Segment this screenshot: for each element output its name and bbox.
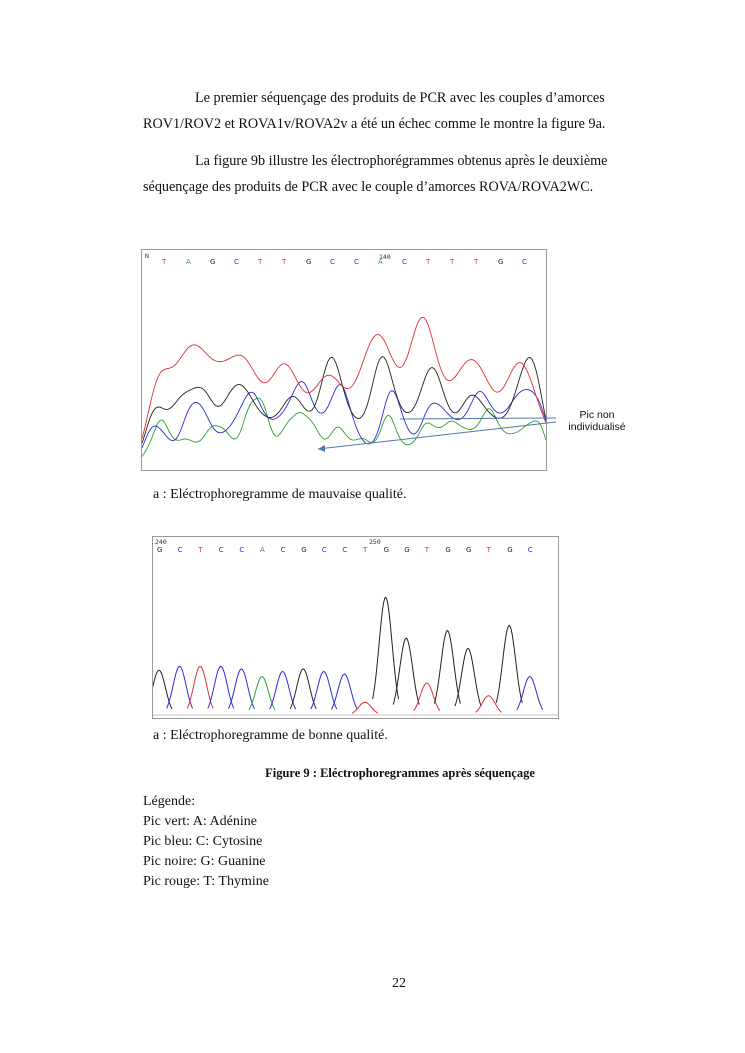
chart-b-peak [352, 702, 378, 713]
chart-b-position-label: 250 [369, 538, 381, 546]
chart-a-base-label: C [330, 258, 335, 266]
electropherogram-good-quality [152, 536, 559, 719]
chart-b-peak [167, 666, 193, 708]
caption-figure-a: a : Eléctrophoregramme de mauvaise qualité. [153, 487, 407, 502]
chart-b-base-label: G [466, 546, 472, 554]
chart-b-base-label: G [157, 546, 163, 554]
chart-b-peak [393, 638, 419, 704]
paragraph-1-line-1: Le premier séquençage des produits de PCR avec les couples d’amorces [195, 90, 605, 106]
legend-item-guanine: Pic noire: G: Guanine [143, 854, 266, 869]
chart-b-peak [270, 672, 296, 710]
chart-b-base-label: C [218, 546, 224, 554]
chart-b-base-label: T [198, 546, 203, 554]
paragraph-1-line-2: ROV1/ROV2 et ROVA1v/ROVA2v a été un échec comme le montre la figure 9a. [143, 116, 606, 132]
chart-a-base-label: G [498, 258, 504, 266]
chart-b-peak [187, 666, 213, 708]
legend-item-thymine: Pic rouge: T: Thymine [143, 874, 269, 889]
chart-b-base-label: T [363, 546, 368, 554]
chart-b-base-label: G [507, 546, 513, 554]
paragraph-1 [143, 85, 656, 137]
chart-b-start-label: 240 [155, 538, 167, 546]
chart-b-base-label: T [424, 546, 430, 554]
chart-b-svg [153, 537, 558, 718]
chart-a-base-label: T [162, 258, 167, 266]
chart-a-base-label: T [282, 258, 287, 266]
chart-b-peak [290, 669, 316, 709]
chart-b-base-label: C [239, 546, 245, 554]
chart-b-peak [517, 677, 543, 710]
chart-b-peak [496, 625, 522, 703]
chart-a-base-label: C [402, 258, 407, 266]
chart-a-base-label: T [474, 258, 479, 266]
chart-a-trace-T [142, 317, 546, 438]
chart-a-base-label: A [378, 258, 383, 266]
chart-a-base-label: C [354, 258, 359, 266]
chart-b-base-label: G [404, 546, 410, 554]
chart-a-svg [142, 250, 546, 470]
paragraph-2-line-1: La figure 9b illustre les électrophorégrammes obtenus après le deuxième [195, 153, 608, 169]
chart-b-base-label: C [280, 546, 286, 554]
chart-a-base-label: C [234, 258, 239, 266]
paragraph-2 [143, 148, 656, 200]
paragraph-2-line-2: séquençage des produits de PCR avec le couple d’amorces ROVA/ROVA2WC. [143, 179, 594, 195]
chart-b-peak [311, 672, 337, 710]
electropherogram-poor-quality [141, 249, 547, 471]
chart-b-base-label: C [342, 546, 348, 554]
chart-b-base-label: C [321, 546, 327, 554]
chart-a-base-label: G [306, 258, 312, 266]
chart-b-base-label: T [486, 546, 491, 554]
chart-a-trace-G [142, 357, 546, 444]
chart-b-base-label: C [177, 546, 183, 554]
chart-a-corner-label: N [145, 252, 149, 260]
page-number: 22 [392, 976, 406, 991]
chart-a-base-label: C [522, 258, 527, 266]
chart-a-base-label: T [258, 258, 263, 266]
chart-a-base-label: T [426, 258, 431, 266]
legend-item-adenine: Pic vert: A: Adénine [143, 814, 257, 829]
chart-b-base-label: C [527, 546, 533, 554]
chart-a-base-label: T [450, 258, 455, 266]
figure-title: Figure 9 : Eléctrophoregrammes après séquençage [265, 766, 535, 780]
caption-figure-b: a : Eléctrophoregramme de bonne qualité. [153, 728, 388, 743]
legend-title: Légende: [143, 794, 196, 809]
chart-b-peak [434, 631, 460, 704]
chart-b-peak [228, 669, 254, 709]
legend [143, 792, 269, 892]
chart-a-trace-A [142, 398, 546, 457]
chart-b-peak [208, 666, 234, 708]
chart-b-peak [331, 674, 357, 710]
legend-item-cytosine: Pic bleu: C: Cytosine [143, 834, 263, 849]
annotation-pic-non-individualise: Pic non individualisé [568, 409, 626, 433]
chart-a-position-label: 140 [379, 253, 391, 261]
chart-a-base-label: A [186, 258, 191, 266]
chart-b-base-label: G [301, 546, 307, 554]
chart-b-base-label: G [383, 546, 390, 554]
chart-b-peak [373, 597, 399, 699]
chart-b-base-label: G [445, 546, 451, 554]
chart-a-base-label: G [210, 258, 216, 266]
chart-b-base-label: A [260, 546, 265, 554]
